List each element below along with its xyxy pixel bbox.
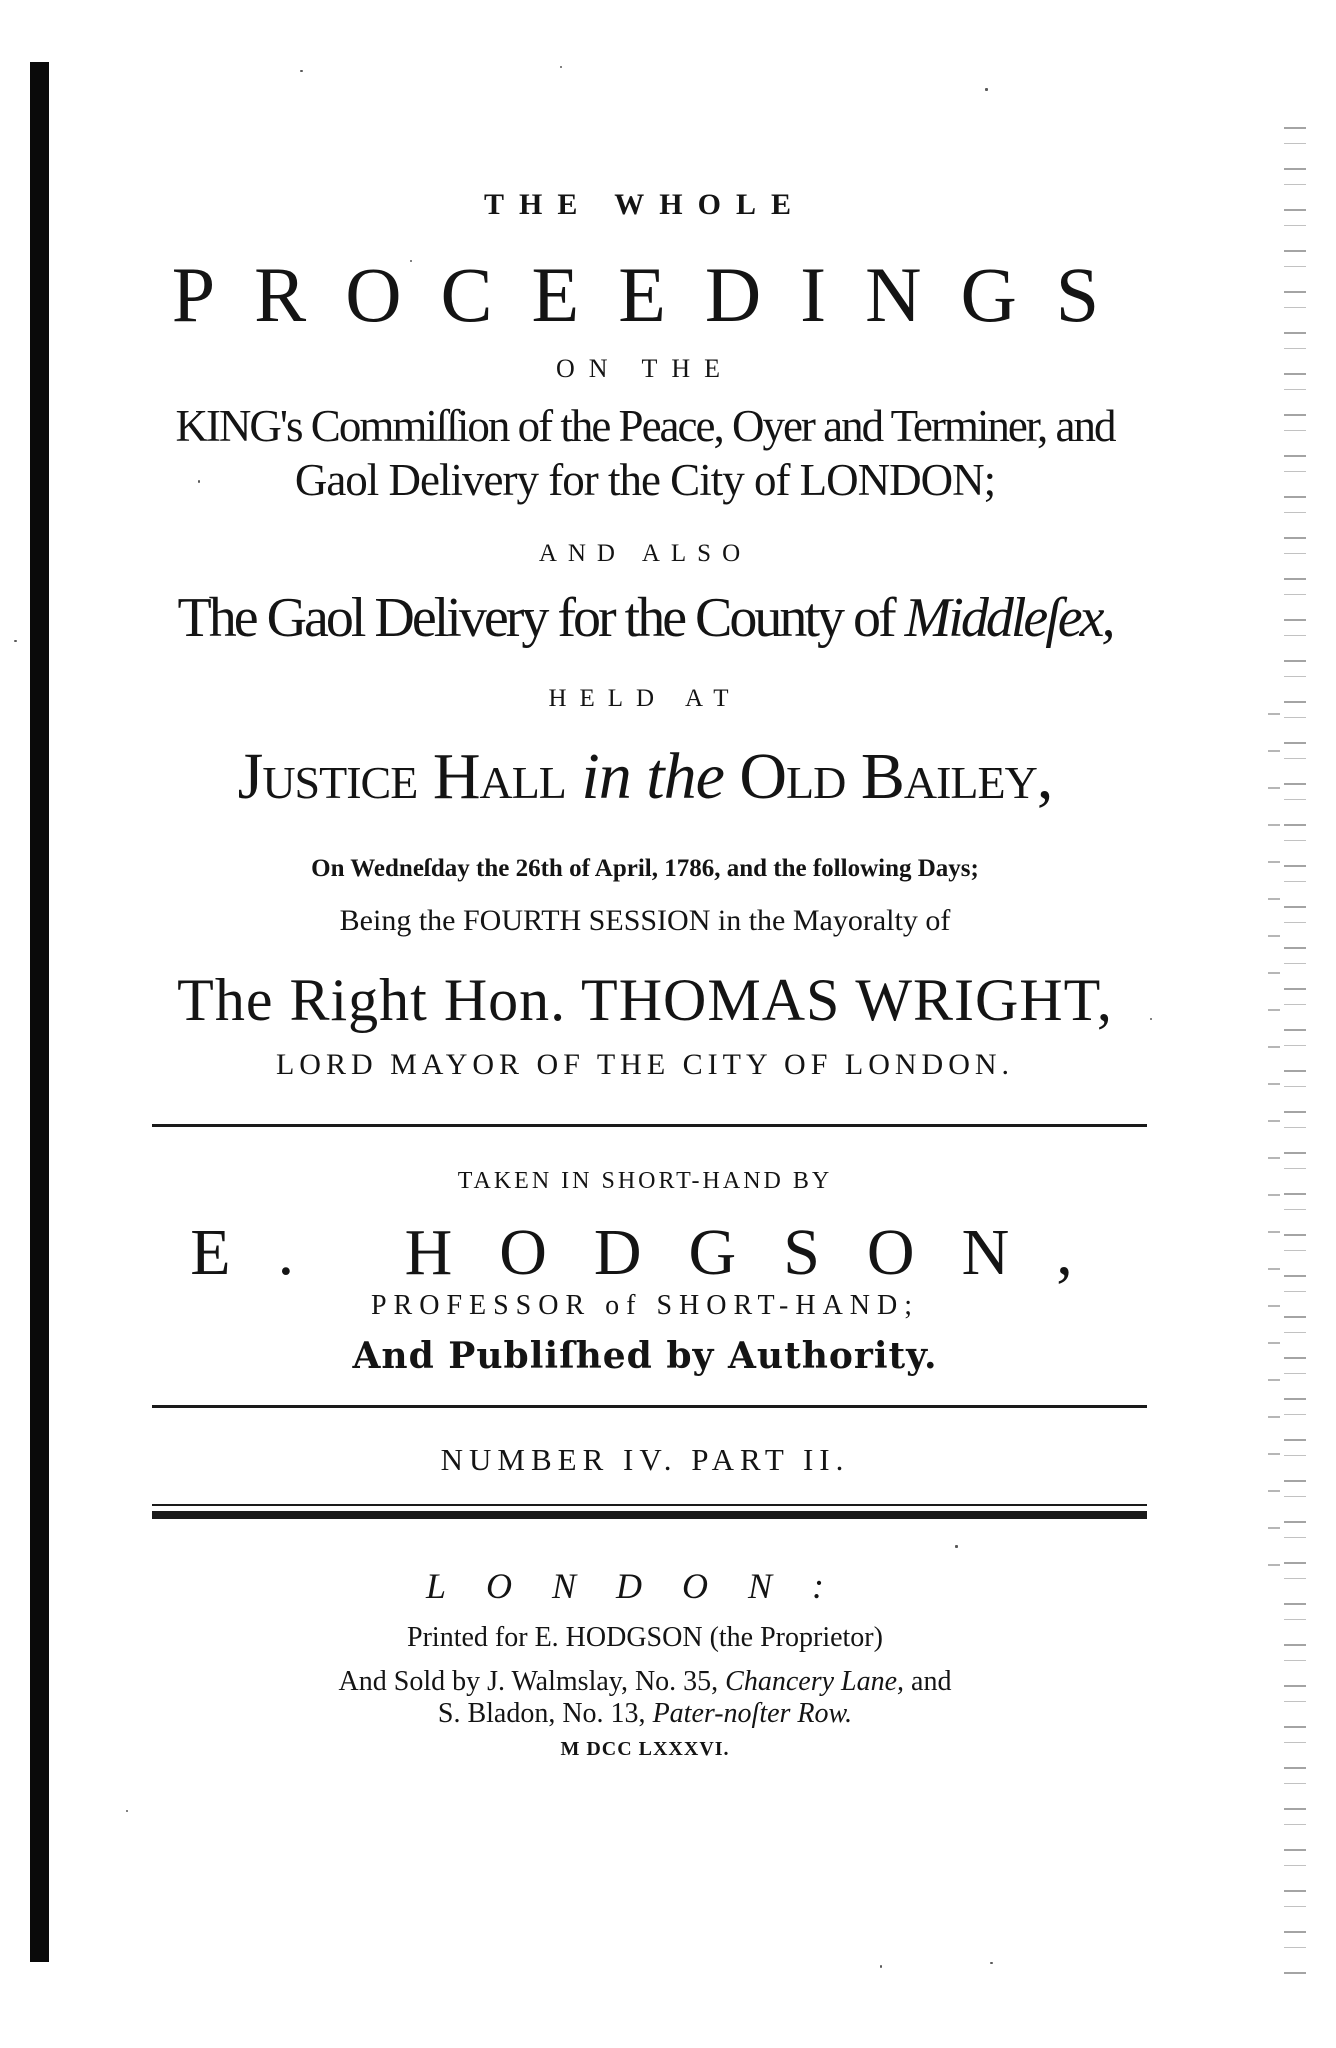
the-whole: THE WHOLE xyxy=(483,188,806,221)
date-line: On Wedneſday the 26th of April, 1786, and the following Days; xyxy=(311,855,979,882)
rule-3-thin xyxy=(152,1504,1147,1506)
lord-mayor-title: LORD MAYOR OF THE CITY OF LONDON. xyxy=(275,1048,1015,1081)
rule-3-thick xyxy=(152,1511,1147,1519)
justice-hall: Justice Hall xyxy=(237,740,582,813)
taken-in-short-hand: TAKEN IN SHORT-HAND BY xyxy=(457,1168,833,1194)
london: LONDON: xyxy=(425,1566,865,1606)
page-edge-noise xyxy=(1284,120,1306,1980)
bladon-text: S. Bladon, No. 13, xyxy=(437,1698,653,1729)
reporter-name: E. HODGSON, xyxy=(190,1216,1120,1289)
sold-by-line xyxy=(140,1668,1150,1696)
rule-2 xyxy=(152,1405,1147,1408)
session-line: Being the FOURTH SESSION in the Mayoralty of xyxy=(339,904,951,937)
proceedings-heading: PROCEEDINGS xyxy=(171,251,1139,338)
page-edge-noise-inner xyxy=(1268,700,1280,1600)
sold-by-text: And Sold by J. Walmslay, No. 35, xyxy=(338,1666,726,1697)
county-text: The Gaol Delivery for the County of xyxy=(177,587,905,649)
justice-hall-line xyxy=(140,740,1150,813)
in-the: in the xyxy=(581,740,724,813)
binding-spine xyxy=(30,62,49,1962)
county-line xyxy=(140,587,1150,649)
pater-noster-row: Pater-noſter Row. xyxy=(652,1698,853,1729)
chancery-lane: Chancery Lane, xyxy=(725,1666,905,1697)
imprint-year: M DCC LXXXVI. xyxy=(560,1738,730,1760)
bladon-line xyxy=(140,1700,1150,1728)
sold-by-and: and xyxy=(904,1666,952,1697)
published-by-authority: And Publiſhed by Authority. xyxy=(352,1335,938,1377)
middlesex: Middleſex, xyxy=(904,587,1113,649)
lord-mayor-name: The Right Hon. THOMAS WRIGHT, xyxy=(177,967,1113,1033)
kings-commission-line: KING's Commiſſion of the Peace, Oyer and Terminer, and xyxy=(175,401,1115,451)
on-the: ON THE xyxy=(555,354,735,383)
printed-for-line: Printed for E. HODGSON (the Proprietor) xyxy=(407,1622,883,1653)
issue-number: NUMBER IV. PART II. xyxy=(440,1442,850,1477)
held-at: HELD AT xyxy=(548,685,742,712)
and-also: AND ALSO xyxy=(538,540,752,567)
old-bailey: Old Bailey, xyxy=(723,740,1053,813)
rule-1 xyxy=(152,1124,1147,1127)
gaol-delivery-line: Gaol Delivery for the City of LONDON; xyxy=(294,455,996,505)
reporter-title: PROFESSOR of SHORT-HAND; xyxy=(370,1290,920,1321)
